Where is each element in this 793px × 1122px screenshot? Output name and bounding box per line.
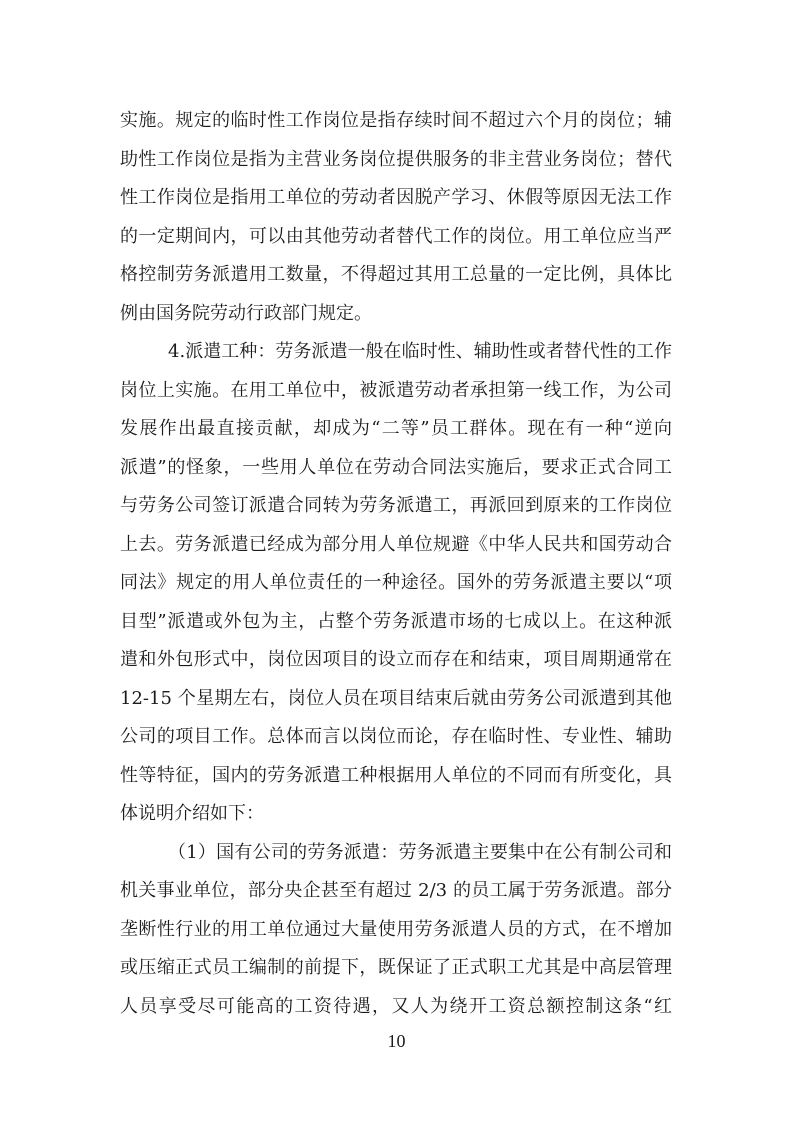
text-line: 例由国务院劳动行政部门规定。 <box>120 303 372 324</box>
text-line: 上去。劳务派遣已经成为部分用人单位规避《中华人民共和国劳动合 <box>120 534 672 555</box>
text-line: 格控制劳务派遣用工数量，不得超过其用工总量的一定比例，具体比 <box>120 264 672 285</box>
text-line: 人员享受尽可能高的工资待遇，又人为绕开工资总额控制这条“红 <box>120 996 672 1017</box>
text-line: 机关事业单位，部分央企甚至有超过 2/3 的员工属于劳务派遣。部分 <box>120 880 672 901</box>
text-line: 体说明介绍如下： <box>120 803 264 824</box>
text-line: 公司的项目工作。总体而言以岗位而论，存在临时性、专业性、辅助 <box>120 726 672 747</box>
text-line: 实施。规定的临时性工作岗位是指存续时间不超过六个月的岗位；辅 <box>120 110 672 131</box>
text-line: 或压缩正式员工编制的前提下，既保证了正式职工尤其是中高层管理 <box>120 957 672 978</box>
text-line: 12-15 个星期左右，岗位人员在项目结束后就由劳务公司派遣到其他 <box>120 688 672 709</box>
text-line: 遣和外包形式中，岗位因项目的设立而存在和结束，项目周期通常在 <box>120 649 672 670</box>
text-line: 垄断性行业的用工单位通过大量使用劳务派遣人员的方式，在不增加 <box>120 919 672 940</box>
text-line: 同法》规定的用人单位责任的一种途径。国外的劳务派遣主要以“项 <box>120 572 672 593</box>
text-line: 岗位上实施。在用工单位中，被派遣劳动者承担第一线工作，为公司 <box>120 380 672 401</box>
text-line: 的一定期间内，可以由其他劳动者替代工作的岗位。用工单位应当严 <box>120 226 672 247</box>
page-number: 10 <box>387 1031 406 1051</box>
text-line: 派遣”的怪象，一些用人单位在劳动合同法实施后，要求正式合同工 <box>120 457 672 478</box>
text-line: 目型”派遣或外包为主，占整个劳务派遣市场的七成以上。在这种派 <box>120 611 672 632</box>
subsection-heading-line: （1）国有公司的劳务派遣：劳务派遣主要集中在公有制公司和 <box>168 842 672 863</box>
text-line: 发展作出最直接贡献，却成为“二等”员工群体。现在有一种“逆向 <box>120 418 672 439</box>
section-heading-line: 4.派遣工种：劳务派遣一般在临时性、辅助性或者替代性的工作 <box>168 341 672 362</box>
text-line: 性工作岗位是指用工单位的劳动者因脱产学习、休假等原因无法工作 <box>120 187 672 208</box>
text-line: 性等特征，国内的劳务派遣工种根据用人单位的不同而有所变化，具 <box>120 765 672 786</box>
text-line: 助性工作岗位是指为主营业务岗位提供服务的非主营业务岗位；替代 <box>120 149 672 170</box>
text-line: 与劳务公司签订派遣合同转为劳务派遣工，再派回到原来的工作岗位 <box>120 495 672 516</box>
